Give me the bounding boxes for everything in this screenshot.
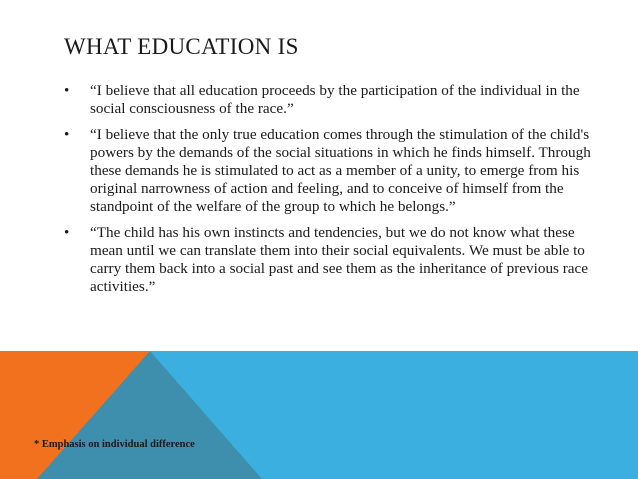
bullet-text: “I believe that all education proceeds by the participation of the individual in the social consciousness of the race.” — [90, 82, 580, 117]
bullet-list — [64, 82, 604, 304]
bullet-marker: • — [64, 126, 70, 143]
bullet-marker: • — [64, 82, 70, 99]
bullet-item — [64, 224, 604, 296]
footnote: * Emphasis on individual difference — [34, 439, 195, 450]
bullet-item — [64, 82, 604, 118]
bullet-text: “I believe that the only true education comes through the stimulation of the child's powers by the demands of the social situations in which he finds himself. Through these demands he is stimulated to act as a member of a unity, to emerge from his original narrowness of action and feeling, and to conceive of himself from the standpoint of the welfare of the group to which he belongs.” — [90, 126, 591, 215]
bullet-item — [64, 126, 604, 216]
slide-title: WHAT EDUCATION IS — [64, 34, 299, 59]
decorative-footer-band — [0, 351, 638, 479]
bullet-marker: • — [64, 224, 70, 241]
bullet-text: “The child has his own instincts and tendencies, but we do not know what these mean until we can translate them into their social equivalents. We must be able to carry them back into a social past and see them as the inheritance of previous race activities.” — [90, 224, 589, 295]
